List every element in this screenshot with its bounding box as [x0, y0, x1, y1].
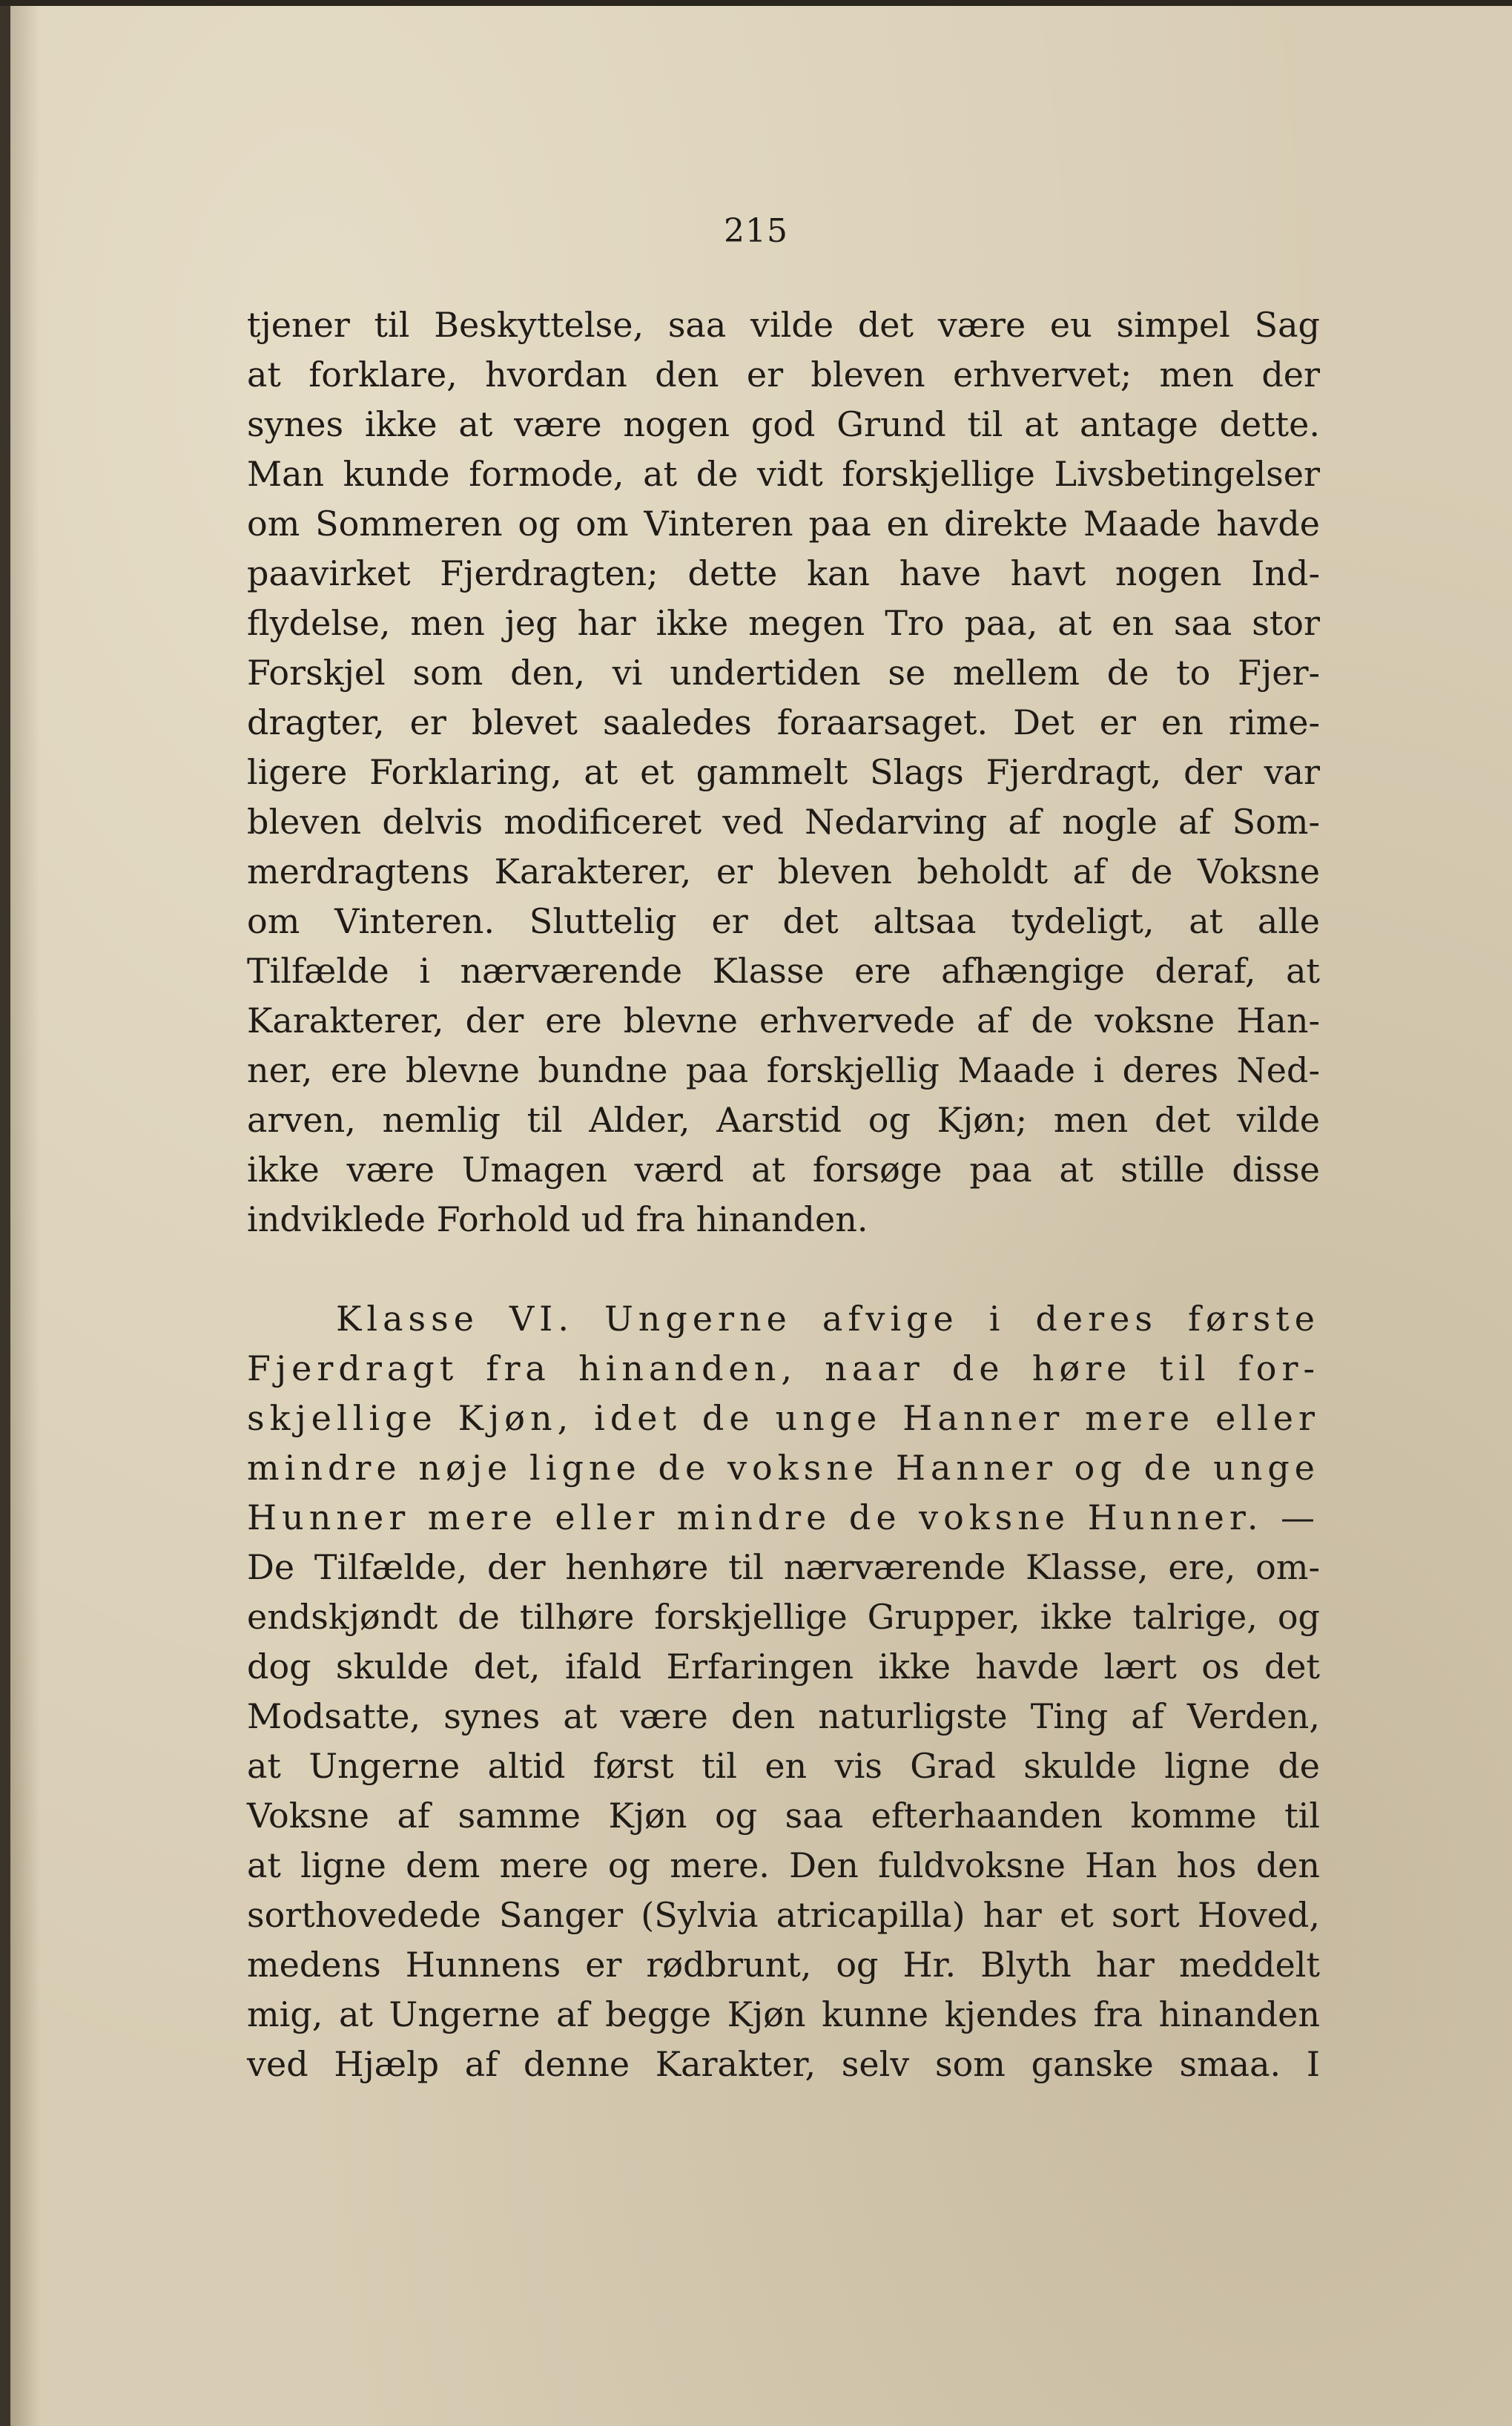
text-line: paavirket Fjerdragten; dette kan have havt nogen Ind-	[247, 553, 1320, 593]
text-line: sorthovedede Sanger (Sylvia atricapilla) har et sort Hoved,	[247, 1895, 1320, 1935]
text-line: indviklede Forhold ud fra hinanden.	[247, 1199, 868, 1239]
text-line: Man kunde formode, at de vidt forskjellige Livsbetingelser	[247, 454, 1320, 494]
paragraph-2	[247, 1294, 1320, 2089]
text-line: ner, ere blevne bundne paa forskjellig Maade i deres Ned-	[247, 1050, 1320, 1090]
text-line: endskjøndt de tilhøre forskjellige Grupper, ikke talrige, og	[247, 1597, 1320, 1637]
text-line: ligere Forklaring, at et gammelt Slags Fjerdragt, der var	[247, 752, 1320, 792]
text-line: skjellige Kjøn, idet de unge Hanner mere eller	[247, 1398, 1320, 1438]
text-line: Karakterer, der ere blevne erhvervede af de voksne Han-	[247, 1001, 1320, 1041]
text-line: Fjerdragt fra hinanden, naar de høre til for-	[247, 1348, 1320, 1388]
text-line: Hunner mere eller mindre de voksne Hunner. —	[247, 1497, 1320, 1537]
text-line: ved Hjælp af denne Karakter, selv som ganske smaa. I	[247, 2044, 1320, 2084]
text-line: bleven delvis modificeret ved Nedarving af nogle af Som-	[247, 802, 1320, 842]
text-line: Forskjel som den, vi undertiden se mellem de to Fjer-	[247, 653, 1320, 693]
text-line: om Vinteren. Sluttelig er det altsaa tydeligt, at alle	[247, 901, 1320, 941]
paragraph-1	[247, 300, 1320, 1245]
text-line: dog skulde det, ifald Erfaringen ikke havde lært os det	[247, 1647, 1320, 1687]
page-top-edge	[0, 0, 1512, 6]
text-line: at Ungerne altid først til en vis Grad skulde ligne de	[247, 1746, 1320, 1786]
text-line: dragter, er blevet saaledes foraarsaget. Det er en rime-	[247, 702, 1320, 742]
text-line: medens Hunnens er rødbrunt, og Hr. Blyth har meddelt	[247, 1945, 1320, 1985]
text-line: Klasse VI. Ungerne afvige i deres første	[336, 1299, 1320, 1339]
text-line: merdragtens Karakterer, er bleven beholdt af de Voksne	[247, 851, 1320, 891]
text-line: Modsatte, synes at være den naturligste Ting af Verden,	[247, 1696, 1320, 1736]
text-line: synes ikke at være nogen god Grund til at antage dette.	[247, 404, 1320, 444]
text-line: at forklare, hvordan den er bleven erhvervet; men der	[247, 355, 1320, 395]
page-number: 215	[724, 212, 788, 250]
text-line: mindre nøje ligne de voksne Hanner og de unge	[247, 1448, 1320, 1488]
text-line: mig, at Ungerne af begge Kjøn kunne kjendes fra hinanden	[247, 1994, 1320, 2034]
text-line: Tilfælde i nærværende Klasse ere afhængige deraf, at	[247, 951, 1320, 991]
text-line: tjener til Beskyttelse, saa vilde det være eu simpel Sag	[247, 305, 1320, 345]
text-line: flydelse, men jeg har ikke megen Tro paa, at en saa stor	[247, 603, 1320, 643]
text-line: Voksne af samme Kjøn og saa efterhaanden komme til	[247, 1796, 1320, 1836]
text-line: om Sommeren og om Vinteren paa en direkte Maade havde	[247, 504, 1320, 544]
text-line: De Tilfælde, der henhøre til nærværende Klasse, ere, om-	[247, 1547, 1320, 1587]
text-line: ikke være Umagen værd at forsøge paa at stille disse	[247, 1150, 1320, 1190]
text-line: arven, nemlig til Alder, Aarstid og Kjøn; men det vilde	[247, 1100, 1320, 1140]
text-line: at ligne dem mere og mere. Den fuldvoksne Han hos den	[247, 1845, 1320, 1885]
